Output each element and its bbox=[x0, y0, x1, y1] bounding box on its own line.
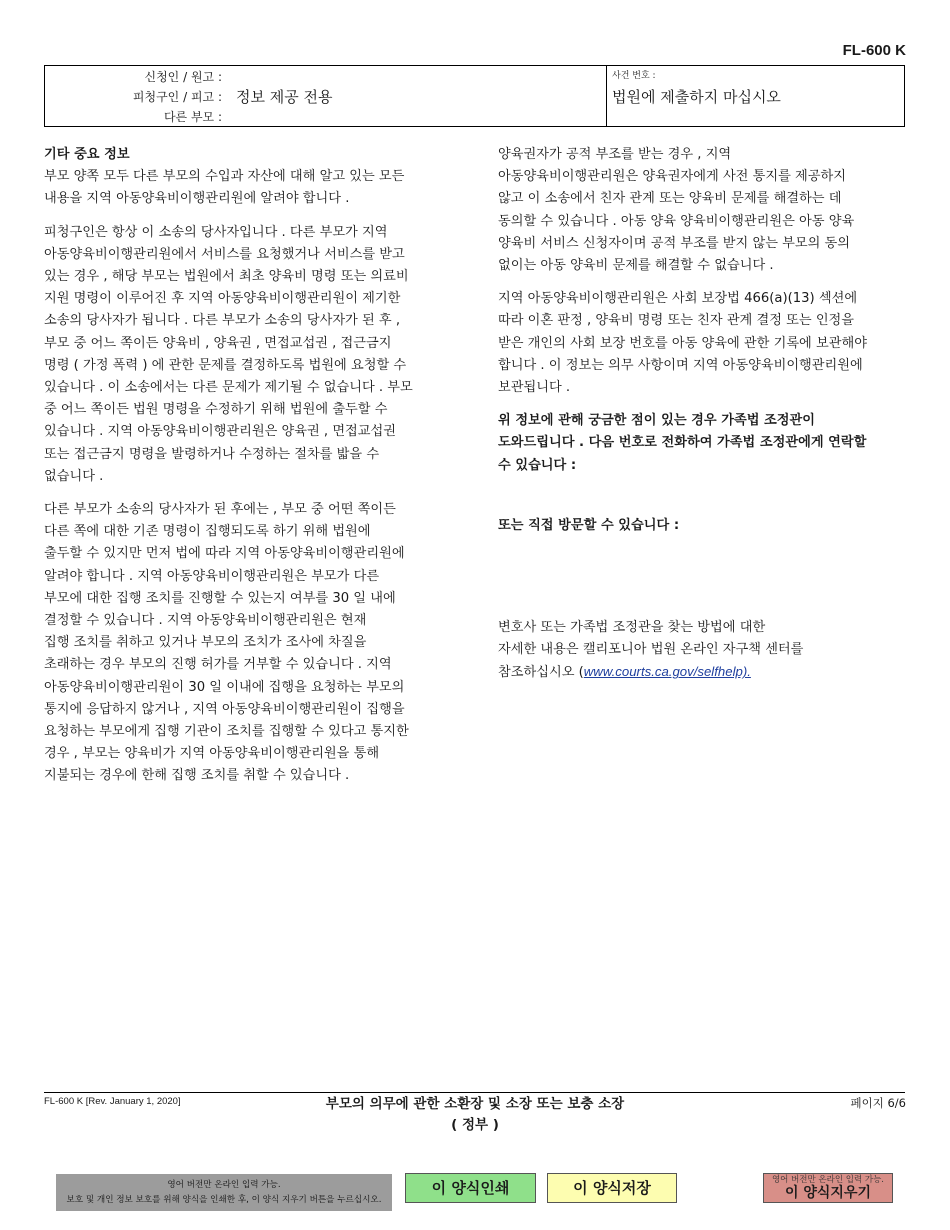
form-title: 부모의 의무에 관한 소환장 및 소장 또는 보충 소장 bbox=[325, 1096, 625, 1112]
paragraph: 양육권자가 공적 부조를 받는 경우 , 지역 아동양육비이행관리원은 양육권자에게 사전 통지를 제공하지 않고 이 소송에서 친자 관계 또는 양육비 문제를 해결하는 데 동의할 수 있습니다 . 아동 양육 양육비이행관리원은 아동 양육 양육비 서비스 신청자이며 공적 부조를 받지 않는 부모의 동의 없이는 아동 양육비 문제를 해결할 수 없습니다 . bbox=[498, 147, 855, 274]
online-notice bbox=[56, 1174, 392, 1211]
print-form-button[interactable]: 이 양식인쇄 bbox=[405, 1173, 536, 1203]
footer-divider bbox=[44, 1092, 905, 1093]
notice-line-1: 영어 버전만 온라인 입력 가능. bbox=[167, 1180, 281, 1190]
info-only-value: 정보 제공 전용 bbox=[236, 88, 333, 106]
paragraph: 부모 양쪽 모두 다른 부모의 수입과 자산에 대해 알고 있는 모든 내용을 지역 아동양육비이행관리원에 알려야 합니다 . bbox=[44, 169, 405, 207]
self-help-paragraph bbox=[498, 617, 910, 685]
case-caption bbox=[44, 65, 905, 127]
case-number-value: 법원에 제출하지 마십시오 bbox=[612, 88, 781, 106]
petitioner-label: 신청인 / 원고 : bbox=[144, 70, 222, 84]
notice-line-2: 보호 및 개인 정보 보호를 위해 양식을 인쇄한 후, 이 양식 지우기 버튼을 누르십시오. bbox=[66, 1195, 382, 1205]
self-help-text: 변호사 또는 가족법 조정관을 찾는 방법에 대한 자세한 내용은 캘리포니아 법원 온라인 자구책 센터를 참조하십시오 ( bbox=[498, 620, 804, 681]
page-number: 페이지 6/6 bbox=[850, 1096, 906, 1110]
save-form-button[interactable]: 이 양식저장 bbox=[547, 1173, 677, 1203]
clear-form-button[interactable] bbox=[763, 1173, 893, 1203]
self-help-link[interactable]: www.courts.ca.gov/selfhelp). bbox=[583, 664, 751, 680]
right-column bbox=[498, 144, 910, 696]
clear-form-note: 영어 버전만 온라인 입력 가능. bbox=[771, 1175, 885, 1185]
footer-title bbox=[0, 1094, 950, 1136]
left-column bbox=[44, 144, 454, 799]
case-number-label: 사건 번호 : bbox=[612, 71, 656, 81]
form-subtitle: ( 정부 ) bbox=[451, 1117, 499, 1133]
respondent-label: 피청구인 / 피고 : bbox=[132, 90, 222, 104]
clear-form-label: 이 양식지우기 bbox=[784, 1185, 872, 1201]
visit-text: 또는 직접 방문할 수 있습니다 : bbox=[498, 517, 680, 533]
footer-revision: FL-600 K [Rev. January 1, 2020] bbox=[44, 1096, 181, 1107]
paragraph: 다른 부모가 소송의 당사자가 된 후에는 , 부모 중 어떤 쪽이든 다른 쪽에 대한 기존 명령이 집행되도록 하기 위해 법원에 출두할 수 있지만 먼저 법에 따라 지역 아동양육비이행관리원에 알려야 합니다 . 지역 아동양육비이행관리원은 부모가 다른 부모에 대한 집행 조치를 진행할 수 있는지 여부를 30 일 내에 결정할 수 있습니다 . 지역 아동양육비이행관리원은 현재 집행 조치를 취하고 있거나 부모의 조치가 조사에 차질을 초래하는 경우 부모의 진행 허가를 거부할 수 있습니다 . 지역 아동양육비이행관리원이 30 일 이내에 집행을 요청하는 부모의 통지에 응답하지 않거나 , 지역 아동양육비이행관리원이 집행을 요청하는 부모에게 집행 기관이 조치를 집행할 수 있다고 통지한 경우 , 부모는 양육비가 지역 아동양육비이행관리원을 통해 지불되는 경우에 한해 집행 조치를 취할 수 있습니다 . bbox=[44, 502, 409, 784]
caption-divider bbox=[606, 66, 607, 126]
facilitator-contact-text: 위 정보에 관해 궁금한 점이 있는 경우 가족법 조정관이 도와드립니다 . 다음 번호로 전화하여 가족법 조정관에게 연락할 수 있습니다 : bbox=[498, 413, 867, 473]
other-parent-label: 다른 부모 : bbox=[163, 110, 222, 124]
section-heading: 기타 중요 정보 bbox=[44, 147, 130, 162]
form-id: FL-600 K bbox=[842, 42, 906, 59]
paragraph: 피청구인은 항상 이 소송의 당사자입니다 . 다른 부모가 지역 아동양육비이행관리원에서 서비스를 요청했거나 서비스를 받고 있는 경우 , 해당 부모는 법원에서 최초 양육비 명령 또는 의료비 지원 명령이 이루어진 후 지역 아동양육비이행관리원이 제기한 소송의 당사자가 됩니다 . 다른 부모가 소송의 당사자가 된 후 , 부모 중 어느 쪽이든 양육비 , 양육권 , 면접교섭권 , 접근금지 명령 ( 가정 폭력 ) 에 관한 문제를 결정하도록 법원에 요청할 수 있습니다 . 이 소송에서는 다른 문제가 제기될 수 없습니다 . 부모 중 어느 쪽이든 법원 명령을 수정하기 위해 법원에 출두할 수 있습니다 . 지역 아동양육비이행관리원은 양육권 , 면접교섭권 또는 접근금지 명령을 발령하거나 수정하는 절차를 밟을 수 없습니다 . bbox=[44, 224, 413, 484]
paragraph: 지역 아동양육비이행관리원은 사회 보장법 466(a)(13) 섹션에 따라 이혼 판정 , 양육비 명령 또는 친자 관계 결정 또는 인정을 받은 개인의 사회 보장 번호를 아동 양육에 관한 기록에 보관해야 합니다 . 이 정보는 의무 사항이며 지역 아동양육비이행관리원에 보관됩니다 . bbox=[498, 291, 867, 396]
